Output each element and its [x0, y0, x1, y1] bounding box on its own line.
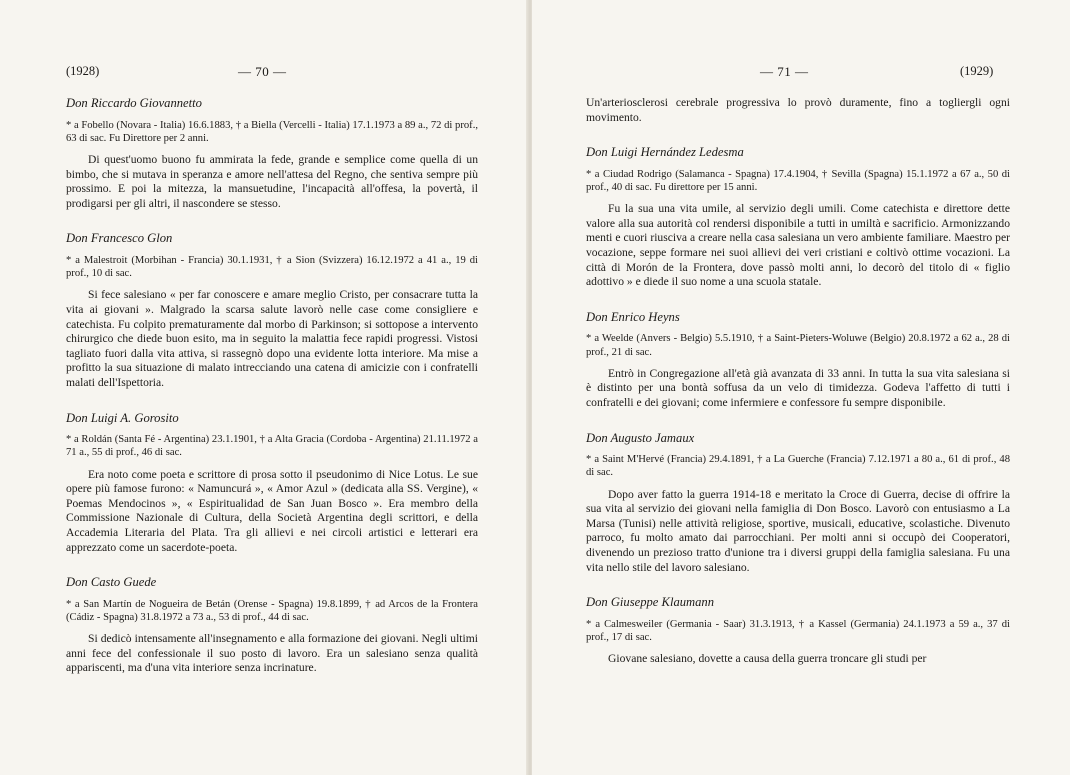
entry-text: Entrò in Congregazione all'età già avanzata di 33 anni. In tutta la sua vita salesiana si è distinto per una bontà soffusa da un velo di timidezza. Godeva l'affetto di tutti i confratelli e dei giovani; come infermiere e confessore fu sempre disponibile. — [586, 366, 1010, 409]
left-column — [66, 96, 478, 696]
right-page — [532, 0, 1070, 775]
entry-name: Don Luigi A. Gorosito — [66, 410, 179, 425]
entry-data: * a Saint M'Hervé (Francia) 29.4.1891, † a La Guerche (Francia) 7.12.1971 a 80 a., 61 di prof., 48 di sac. — [586, 454, 1010, 479]
right-column — [586, 96, 1010, 687]
entry-data: * a Calmesweiler (Germania - Saar) 31.3.1913, † a Kassel (Germania) 24.1.1973 a 59 a., 37 di prof., 17 di sac. — [586, 618, 1010, 643]
continuation-text: Un'arteriosclerosi cerebrale progressiva lo provò duramente, fino a togliergli ogni movimento. — [586, 96, 1010, 124]
entry-name: Don Casto Guede — [66, 575, 157, 590]
entry-name: Don Luigi Hernández Ledesma — [586, 145, 744, 160]
left-page-number: — 70 — — [238, 64, 287, 79]
entry-data: * a Ciudad Rodrigo (Salamanca - Spagna) 17.4.1904, † Sevilla (Spagna) 15.1.1972 a 67 a., 50 di prof., 40 di sac. Fu direttore per 15 anni. — [586, 168, 1010, 193]
right-page-number: — 71 — — [760, 64, 809, 79]
entry-name: Don Enrico Heyns — [586, 309, 680, 324]
entry-data: * a Fobello (Novara - Italia) 16.6.1883, † a Biella (Vercelli - Italia) 17.1.1973 a 89 a., 72 di prof., 63 di sac. Fu Direttore per 2 anni. — [66, 119, 478, 144]
entry-text: Fu la sua una vita umile, al servizio degli umili. Come catechista e direttore dette valore alla sua autorità col rendersi disponibile a tutti in umiltà e sacrificio. Armonizzando menti e cuori riusciva a creare nella casa salesiana un vero ambiente familiare. Maestro per vocazione, seppe formare nei suoi allievi dei veri cristiani e coltivò ottime vocazioni. La città di Morón de la Frontera, dove passò molti anni, lo decorò del titolo di « figlio adottivo » e diede il suo nome a una scuola statale. — [586, 202, 1010, 289]
left-page — [0, 0, 528, 775]
entry-text: Dopo aver fatto la guerra 1914-18 e meritato la Croce di Guerra, decise di offrire la sua vita al servizio dei giovani nella famiglia di Don Bosco. Lavorò con entusiasmo a La Marsa (Tunisi) nelle attività religiose, sportive, musicali, educative, scolastiche. Divenuto parroco, fu molto amato dai parrocchiani. Per molti anni si occupò dei Cooperatori, divenendo un prezioso tratto d'unione tra i diversi gruppi della famiglia salesiana. Fu una vita nello stile del lavoro salesiano. — [586, 487, 1010, 574]
entry-text: Di quest'uomo buono fu ammirata la fede, grande e semplice come quella di un bimbo, che si mutava in speranza e amore nell'attesa del Regno, che sentiva sempre più prossimo. E poi la mitezza, la mansuetudine, l'incapacità all'offesa, la povertà, il prodigarsi per gli altri, il nascondere se stesso. — [66, 153, 478, 210]
entry-text: Era noto come poeta e scrittore di prosa sotto il pseudonimo di Nice Lotus. Le sue opere più famose furono: « Namuncurá », « Amor Azul » (dedicata alla SS. Vergine), « Poemas Mendocinos », « Espiritualidad de San Juan Bosco ». Era membro della Commissione Nazionale di Cultura, della Società Argentina degli scrittori, e della Accademia Literaria del Plata. Tra gli allievi e nei circoli artistici e letterari era apprezzato come un sacerdote-poeta. — [66, 467, 478, 554]
obituary-entry — [586, 310, 1010, 411]
entry-data: * a Malestroit (Morbihan - Francia) 30.1.1931, † a Sion (Svizzera) 16.12.1972 a 41 a., 19 di prof., 10 di sac. — [66, 254, 478, 280]
obituary-entry — [66, 575, 478, 676]
obituary-entry — [586, 145, 1010, 290]
entry-data: * a Weelde (Anvers - Belgio) 5.5.1910, † a Saint-Pieters-Woluwe (Belgio) 20.8.1972 a 62 a., 28 di prof., 21 di sac. — [586, 333, 1010, 358]
obituary-entry — [586, 595, 1010, 667]
obituary-entry — [66, 96, 478, 211]
entry-name: Don Riccardo Giovannetto — [66, 96, 202, 110]
entry-text: Si dedicò intensamente all'insegnamento e alla formazione dei giovani. Negli ultimi anni fece del confessionale il suo posto di lavoro. Era un salesiano senza qualità appariscenti, ma d'una vita interiore senza incrinature. — [66, 632, 478, 675]
entry-name: Don Francesco Glon — [66, 231, 173, 246]
obituary-entry — [66, 411, 478, 556]
left-year: (1928) — [66, 64, 100, 78]
entry-name: Don Giuseppe Klaumann — [586, 595, 715, 610]
obituary-entry — [66, 231, 478, 390]
entry-name: Don Augusto Jamaux — [586, 430, 695, 445]
entry-text: Giovane salesiano, dovette a causa della guerra troncare gli studi per — [608, 652, 927, 666]
entry-text: Si fece salesiano « per far conoscere e amare meglio Cristo, per consacrare tutta la vita ai giovani ». Malgrado la scarsa salute lavorò nelle case come consigliere e catechista. Fu colpito prematuramente dal morbo di Parkinson; si sottopose a intervento chirurgico che diede buon esito, ma in seguito la malattia fece rapidi progressi. Vistosi tagliato fuori dalla vita attiva, si rassegnò dopo una evidente lotta interiore. Ma mise a profitto la sua situazione di malato intrecciando una catena di amicizie con i confratelli malati dell'Ispettoria. — [66, 288, 478, 389]
entry-data: * a Roldán (Santa Fé - Argentina) 23.1.1901, † a Alta Gracia (Cordoba - Argentina) 21.11.1972 a 71 a., 55 di prof., 46 di sac. — [66, 434, 478, 459]
obituary-entry — [586, 431, 1010, 576]
entry-data: * a San Martín de Nogueira de Betán (Orense - Spagna) 19.8.1899, † ad Arcos de la Frontera (Cádiz - Spagna) 31.8.1972 a 73 a., 53 di prof., 44 di sac. — [66, 598, 478, 623]
right-year: (1929) — [960, 64, 994, 78]
